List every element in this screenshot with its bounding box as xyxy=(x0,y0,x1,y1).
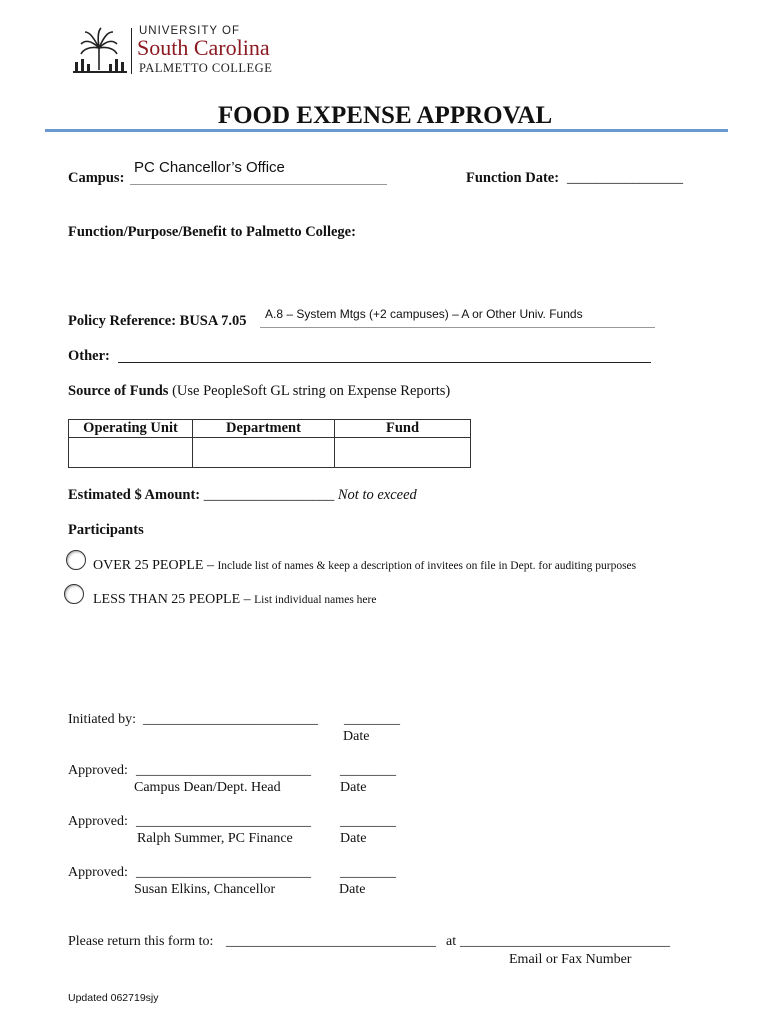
logo-divider xyxy=(131,28,132,74)
ralph-summer-label: Ralph Summer, PC Finance xyxy=(137,831,293,846)
approved-date-label-2: Date xyxy=(340,831,367,846)
less-than-25-option xyxy=(93,592,376,608)
approved-label-1: Approved: xyxy=(68,763,128,778)
email-fax-label: Email or Fax Number xyxy=(509,952,632,967)
south-carolina-text: South Carolina xyxy=(137,35,270,60)
approved-label-2: Approved: xyxy=(68,814,128,829)
fund-header: Fund xyxy=(335,420,471,438)
estimated-amount-row xyxy=(68,487,417,504)
campus-dean-label: Campus Dean/Dept. Head xyxy=(134,780,281,795)
policy-reference-label: Policy Reference: BUSA 7.05 xyxy=(68,313,247,329)
function-date-label: Function Date: xyxy=(466,170,560,186)
less-than-25-title: LESS THAN 25 PEOPLE – xyxy=(93,592,251,607)
less-than-25-detail: List individual names here xyxy=(254,594,377,606)
susan-elkins-label: Susan Elkins, Chancellor xyxy=(134,882,276,897)
source-of-funds-label: Source of Funds xyxy=(68,383,169,399)
approved-date-label-3: Date xyxy=(339,882,366,897)
approved-signature-2[interactable]: _________________________ xyxy=(136,814,311,829)
approved-label-3: Approved: xyxy=(68,865,128,880)
approved-signature-3[interactable]: _________________________ xyxy=(136,865,311,880)
over-25-radio[interactable] xyxy=(66,550,86,570)
source-of-funds-note: (Use PeopleSoft GL string on Expense Reports) xyxy=(172,383,451,399)
approved-date-field-1[interactable]: ________ xyxy=(340,763,396,778)
source-of-funds-heading xyxy=(68,383,450,400)
return-at-text: at xyxy=(446,934,457,949)
over-25-title: OVER 25 PEOPLE – xyxy=(93,558,214,573)
participants-label: Participants xyxy=(68,522,144,538)
initiated-date-label: Date xyxy=(343,729,370,744)
footer-updated: Updated 062719sjy xyxy=(68,992,159,1004)
over-25-option xyxy=(93,558,636,574)
less-than-25-radio[interactable] xyxy=(64,584,84,604)
palmetto-college-text: PALMETTO COLLEGE xyxy=(139,61,273,75)
operating-unit-header: Operating Unit xyxy=(69,420,193,438)
palmetto-tree-logo xyxy=(73,26,127,76)
page-title: FOOD EXPENSE APPROVAL xyxy=(217,102,553,129)
return-email-fax-field[interactable]: ______________________________ xyxy=(460,934,670,949)
campus-label: Campus: xyxy=(68,170,125,186)
initiated-by-signature[interactable]: _________________________ xyxy=(143,712,318,727)
estimated-amount-note: Not to exceed xyxy=(337,487,417,503)
over-25-detail: Include list of names & keep a description of invitees on file in Dept. for auditing purposes xyxy=(217,560,637,572)
department-cell[interactable] xyxy=(193,438,335,468)
operating-unit-cell[interactable] xyxy=(69,438,193,468)
funds-table xyxy=(68,419,471,468)
initiated-date-field[interactable]: ________ xyxy=(344,712,400,727)
function-date-field[interactable]: ________________ xyxy=(567,170,683,186)
approved-date-label-1: Date xyxy=(340,780,367,795)
university-of-text: UNIVERSITY OF xyxy=(139,25,240,37)
campus-value: PC Chancellor’s Office xyxy=(134,159,285,176)
function-purpose-label: Function/Purpose/Benefit to Palmetto College: xyxy=(68,224,356,240)
policy-reference-value: A.8 – System Mtgs (+2 campuses) – A or Other Univ. Funds xyxy=(265,307,583,321)
approved-signature-1[interactable]: _________________________ xyxy=(136,763,311,778)
estimated-amount-field[interactable]: __________________ xyxy=(203,487,335,503)
fund-cell[interactable] xyxy=(335,438,471,468)
approved-date-field-2[interactable]: ________ xyxy=(340,814,396,829)
return-to-field[interactable]: ______________________________ xyxy=(226,934,436,949)
approved-date-field-3[interactable]: ________ xyxy=(340,865,396,880)
other-label: Other: xyxy=(68,348,110,364)
initiated-by-label: Initiated by: xyxy=(68,712,137,727)
other-field[interactable] xyxy=(118,348,651,363)
return-label: Please return this form to: xyxy=(68,934,214,949)
title-rule xyxy=(45,129,728,132)
department-header: Department xyxy=(193,420,335,438)
estimated-amount-label: Estimated $ Amount: xyxy=(68,487,201,503)
